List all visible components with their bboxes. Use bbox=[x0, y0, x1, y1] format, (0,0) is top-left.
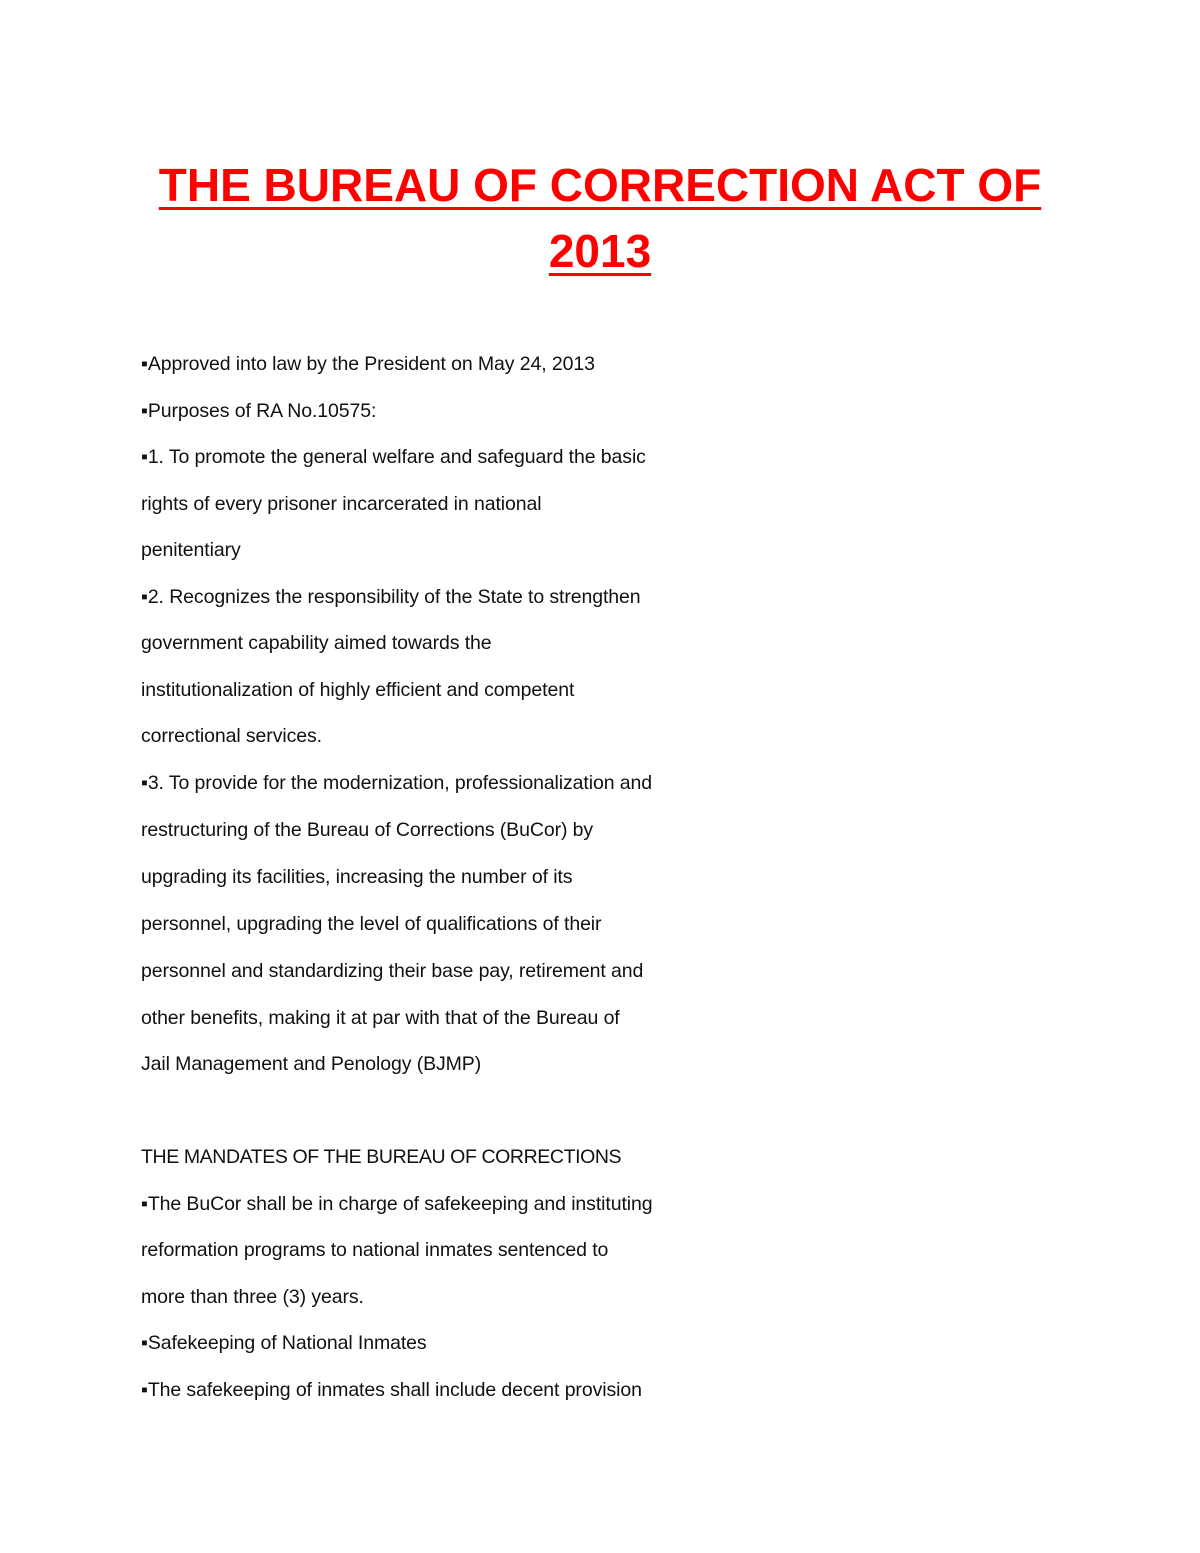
section-line: more than three (3) years. bbox=[141, 1286, 364, 1308]
section-line: ▪The safekeeping of inmates shall include decent provision bbox=[141, 1379, 642, 1401]
body-line: ▪Approved into law by the President on May 24, 2013 bbox=[141, 353, 595, 375]
body-line: other benefits, making it at par with that of the Bureau of bbox=[141, 1007, 620, 1029]
body-line: penitentiary bbox=[141, 539, 241, 561]
body-line: ▪Purposes of RA No.10575: bbox=[141, 400, 377, 422]
document-title-line-2: 2013 bbox=[548, 225, 652, 277]
body-line: correctional services. bbox=[141, 725, 322, 747]
section-heading: THE MANDATES OF THE BUREAU OF CORRECTIONS bbox=[141, 1146, 622, 1168]
body-line: Jail Management and Penology (BJMP) bbox=[141, 1053, 482, 1075]
body-line: rights of every prisoner incarcerated in national bbox=[141, 493, 542, 515]
body-line: ▪2. Recognizes the responsibility of the State to strengthen bbox=[141, 586, 641, 608]
body-line: restructuring of the Bureau of Corrections (BuCor) by bbox=[141, 819, 594, 841]
body-line: personnel and standardizing their base pay, retirement and bbox=[141, 960, 644, 982]
body-line: ▪3. To provide for the modernization, professionalization and bbox=[141, 772, 653, 794]
body-line: institutionalization of highly efficient and competent bbox=[141, 679, 575, 701]
section-line: ▪Safekeeping of National Inmates bbox=[141, 1332, 427, 1354]
body-line: personnel, upgrading the level of qualifications of their bbox=[141, 913, 602, 935]
document-title-line-1: THE BUREAU OF CORRECTION ACT OF bbox=[158, 159, 1042, 211]
body-line: upgrading its facilities, increasing the number of its bbox=[141, 866, 573, 888]
section-line: ▪The BuCor shall be in charge of safekeeping and instituting bbox=[141, 1193, 653, 1215]
body-line: government capability aimed towards the bbox=[141, 632, 492, 654]
section-line: reformation programs to national inmates sentenced to bbox=[141, 1239, 609, 1261]
body-line: ▪1. To promote the general welfare and safeguard the basic bbox=[141, 446, 646, 468]
